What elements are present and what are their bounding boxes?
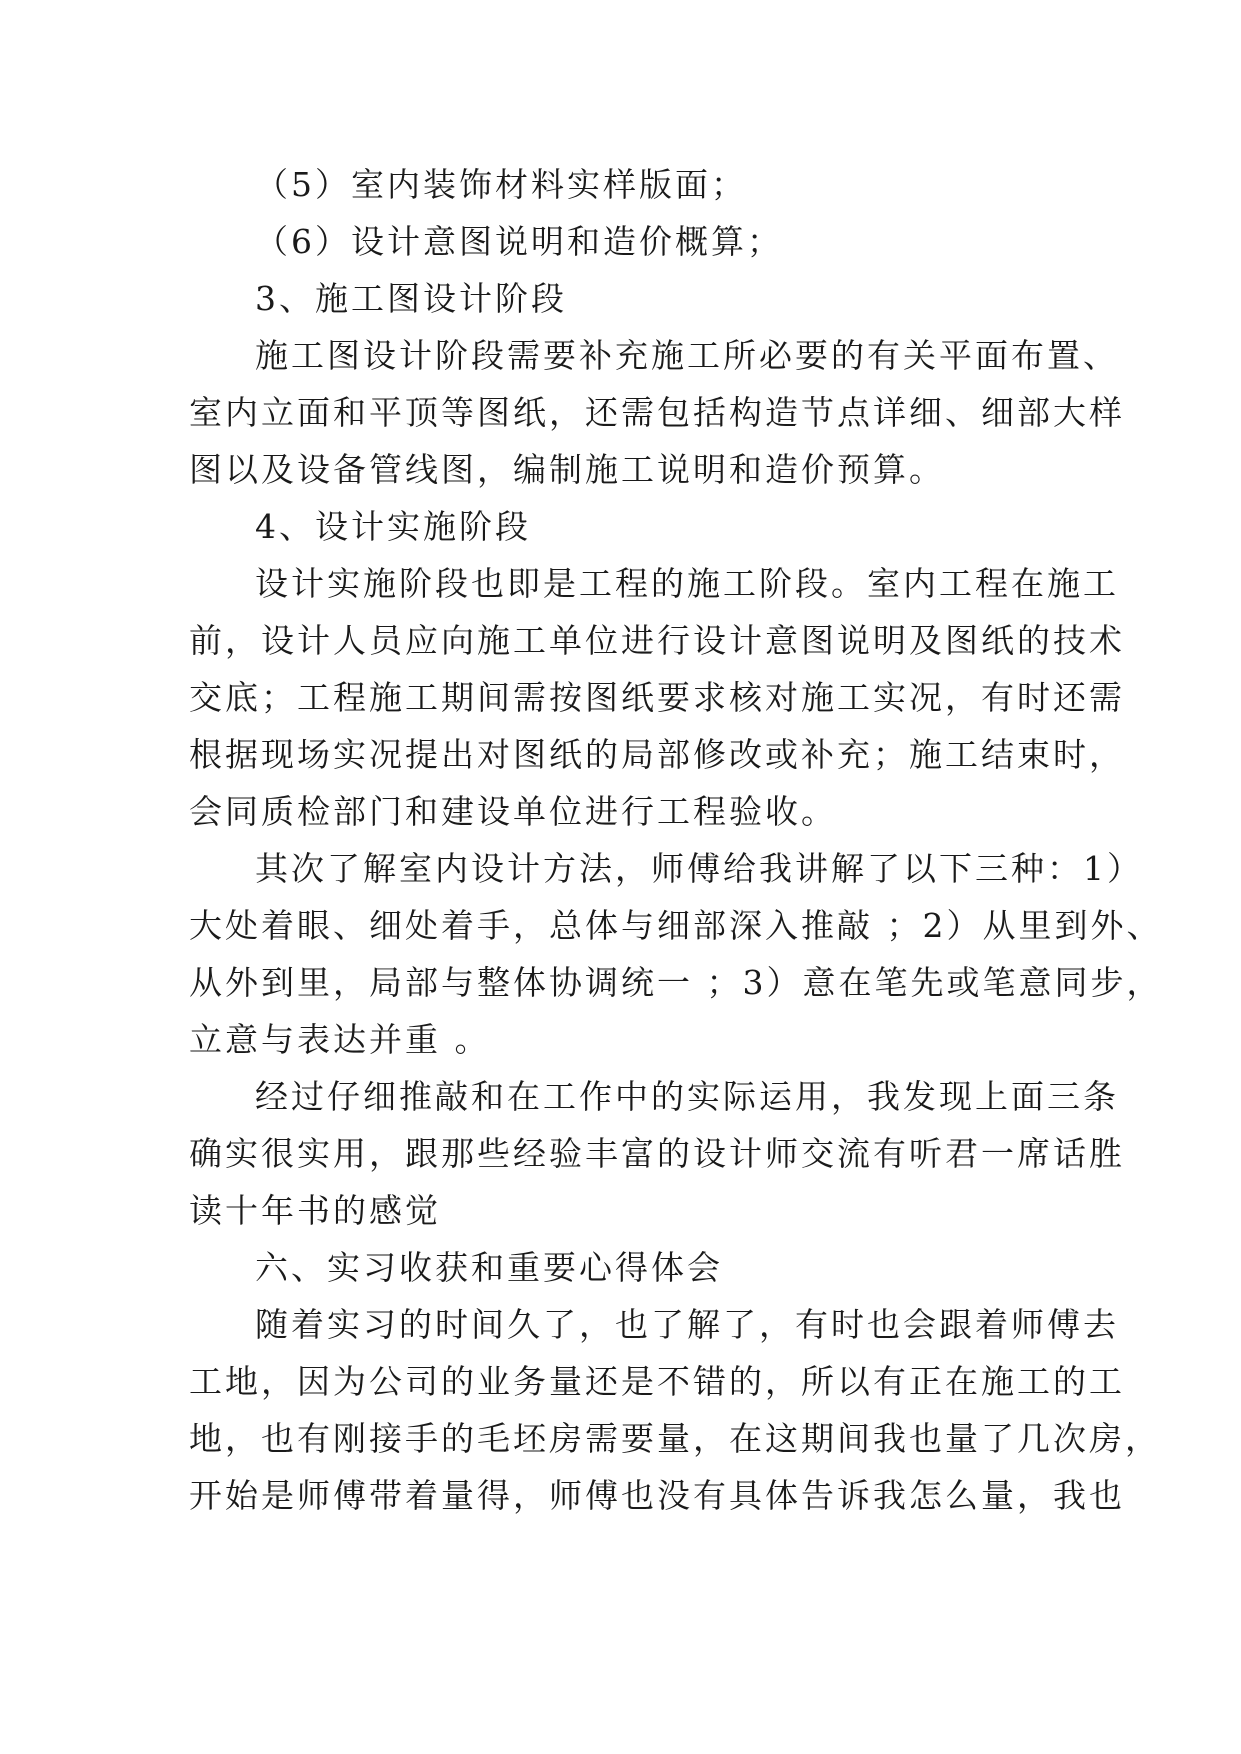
list-item: （6）设计意图说明和造价概算；	[255, 222, 783, 261]
paragraph-line: 经过仔细推敲和在工作中的实际运用，我发现上面三条	[255, 1077, 1119, 1116]
paragraph-line: 地，也有刚接手的毛坯房需要量，在这期间我也量了几次房，	[189, 1419, 1161, 1458]
paragraph-line: 会同质检部门和建设单位进行工程验收。	[189, 792, 837, 831]
list-item: （5）室内装饰材料实样版面；	[255, 165, 747, 204]
paragraph-line: 室内立面和平顶等图纸，还需包括构造节点详细、细部大样	[189, 393, 1125, 432]
paragraph-line: 前，设计人员应向施工单位进行设计意图说明及图纸的技术	[189, 621, 1125, 660]
paragraph-line: 读十年书的感觉	[189, 1191, 441, 1230]
section-heading: 4、设计实施阶段	[255, 507, 531, 546]
paragraph-line: 立意与表达并重 。	[189, 1020, 491, 1059]
paragraph-line: 开始是师傅带着量得，师傅也没有具体告诉我怎么量，我也	[189, 1476, 1125, 1515]
paragraph-line: 图以及设备管线图，编制施工说明和造价预算。	[189, 450, 945, 489]
paragraph-line: 工地，因为公司的业务量还是不错的，所以有正在施工的工	[189, 1362, 1125, 1401]
paragraph-line: 大处着眼、细处着手，总体与细部深入推敲 ；2）从里到外、	[189, 906, 1163, 945]
paragraph-line: 随着实习的时间久了，也了解了，有时也会跟着师傅去	[255, 1305, 1119, 1344]
paragraph-line: 确实很实用，跟那些经验丰富的设计师交流有听君一席话胜	[189, 1134, 1125, 1173]
paragraph-line: 根据现场实况提出对图纸的局部修改或补充；施工结束时，	[189, 735, 1125, 774]
paragraph-line: 其次了解室内设计方法，师傅给我讲解了以下三种：1）	[255, 849, 1143, 888]
paragraph-line: 设计实施阶段也即是工程的施工阶段。室内工程在施工	[255, 564, 1119, 603]
document-body	[189, 156, 1163, 1524]
section-heading: 3、施工图设计阶段	[255, 279, 567, 318]
paragraph-line: 交底；工程施工期间需按图纸要求核对施工实况，有时还需	[189, 678, 1125, 717]
paragraph-line: 从外到里，局部与整体协调统一 ；3）意在笔先或笔意同步，	[189, 963, 1163, 1002]
section-heading: 六、实习收获和重要心得体会	[255, 1248, 723, 1287]
paragraph-line: 施工图设计阶段需要补充施工所必要的有关平面布置、	[255, 336, 1119, 375]
